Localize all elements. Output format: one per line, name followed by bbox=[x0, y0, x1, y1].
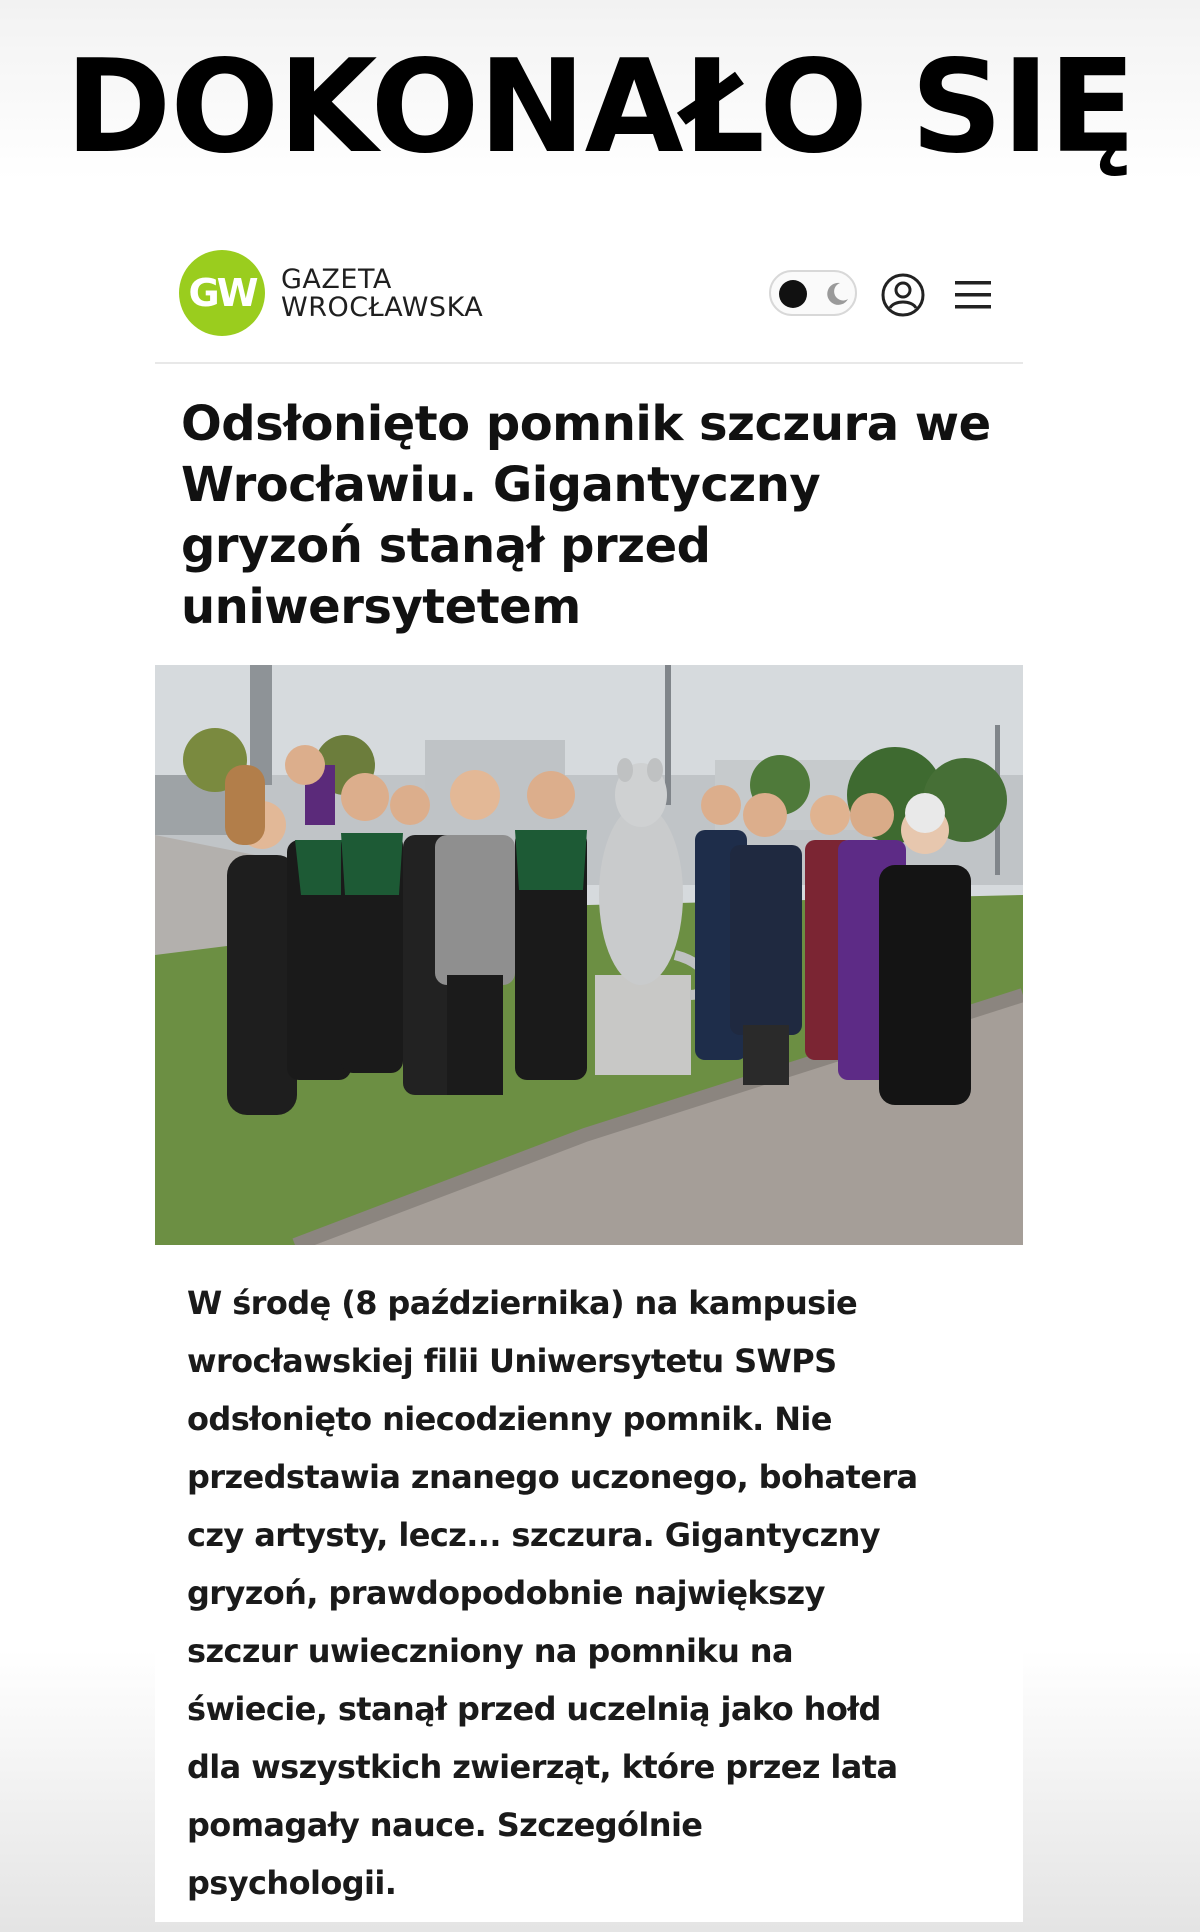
lead-line: dla wszystkich zwierząt, które przez lata bbox=[187, 1748, 898, 1786]
toggle-knob bbox=[779, 280, 807, 308]
lead-line: przedstawia znanego uczonego, bohatera bbox=[187, 1458, 918, 1496]
article-lead bbox=[187, 1274, 1007, 1912]
lead-line: odsłonięto niecodzienny pomnik. Nie bbox=[187, 1400, 832, 1438]
lead-line: W środę (8 października) na kampusie bbox=[187, 1284, 858, 1322]
lead-line: czy artysty, lecz... szczura. Gigantyczny bbox=[187, 1516, 881, 1554]
lead-line: gryzoń, prawdopodobnie największy bbox=[187, 1574, 825, 1612]
lead-line: psychologii. bbox=[187, 1864, 397, 1902]
article-headline[interactable]: Odsłonięto pomnik szczura we Wrocławiu. Gigantyczny gryzoń stanął przed uniwersytetem bbox=[181, 396, 991, 635]
photo-illustration bbox=[155, 665, 1023, 1245]
theme-toggle-icon[interactable] bbox=[769, 270, 857, 316]
lead-line: szczur uwieczniony na pomniku na bbox=[187, 1632, 793, 1670]
logo-line-2: WROCŁAWSKA bbox=[281, 292, 484, 323]
logo-line-1: GAZETA bbox=[281, 264, 392, 295]
article-screenshot bbox=[155, 222, 1023, 1922]
logo-mark: GW bbox=[188, 271, 256, 315]
meme-caption: DOKONAŁO SIĘ bbox=[65, 33, 1135, 182]
lead-line: świecie, stanął przed uczelnią jako hołd bbox=[187, 1690, 881, 1728]
article-photo[interactable] bbox=[155, 665, 1023, 1245]
menu-icon[interactable] bbox=[953, 278, 993, 312]
site-logo-text[interactable] bbox=[281, 266, 541, 322]
site-logo-icon[interactable] bbox=[179, 250, 265, 336]
site-header bbox=[155, 222, 1023, 364]
lead-line: wrocławskiej filii Uniwersytetu SWPS bbox=[187, 1342, 837, 1380]
moon-icon bbox=[823, 280, 851, 308]
lead-line: pomagały nauce. Szczególnie bbox=[187, 1806, 703, 1844]
account-icon[interactable] bbox=[880, 272, 926, 318]
